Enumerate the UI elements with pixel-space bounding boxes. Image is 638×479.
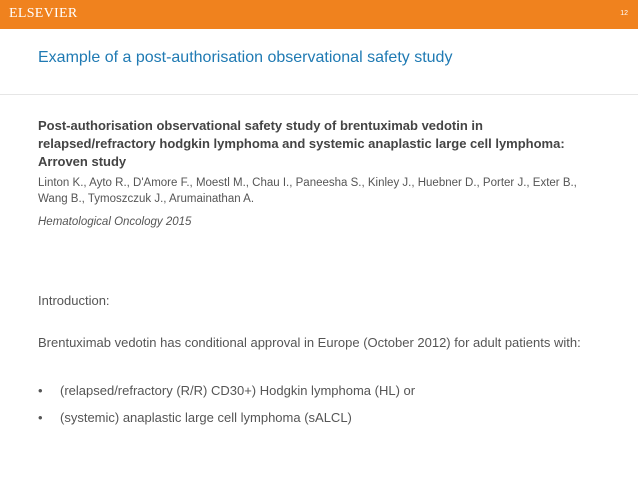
- paper-title: Post-authorisation observational safety study of brentuximab vedotin in relapsed/refractory hodgkin lymphoma and systemic anaplastic large cell lymphoma: Arroven study: [38, 118, 565, 169]
- bullet-icon: •: [38, 383, 43, 398]
- introduction-heading: Introduction:: [38, 293, 110, 308]
- slide-title: Example of a post-authorisation observational safety study: [38, 49, 453, 66]
- paper-authors: Linton K., Ayto R., D'Amore F., Moestl M., Chau I., Paneesha S., Kinley J., Huebner D., Porter J., Exter B., Wang B., Tymoszczuk J., Arumainathan A.: [38, 177, 577, 205]
- bullet-text: (relapsed/refractory (R/R) CD30+) Hodgkin lymphoma (HL) or: [60, 383, 416, 398]
- bullet-item: [38, 383, 415, 398]
- bullet-text: (systemic) anaplastic large cell lymphoma (sALCL): [60, 410, 352, 425]
- introduction-text: Brentuximab vedotin has conditional approval in Europe (October 2012) for adult patients with:: [38, 335, 581, 350]
- page-number: 12: [620, 10, 628, 17]
- bullet-icon: •: [38, 410, 43, 425]
- bullet-item: [38, 410, 352, 425]
- header-bar: [0, 0, 638, 29]
- divider: [0, 94, 638, 95]
- paper-journal: Hematological Oncology 2015: [38, 216, 192, 228]
- elsevier-logo: ELSEVIER: [9, 6, 78, 21]
